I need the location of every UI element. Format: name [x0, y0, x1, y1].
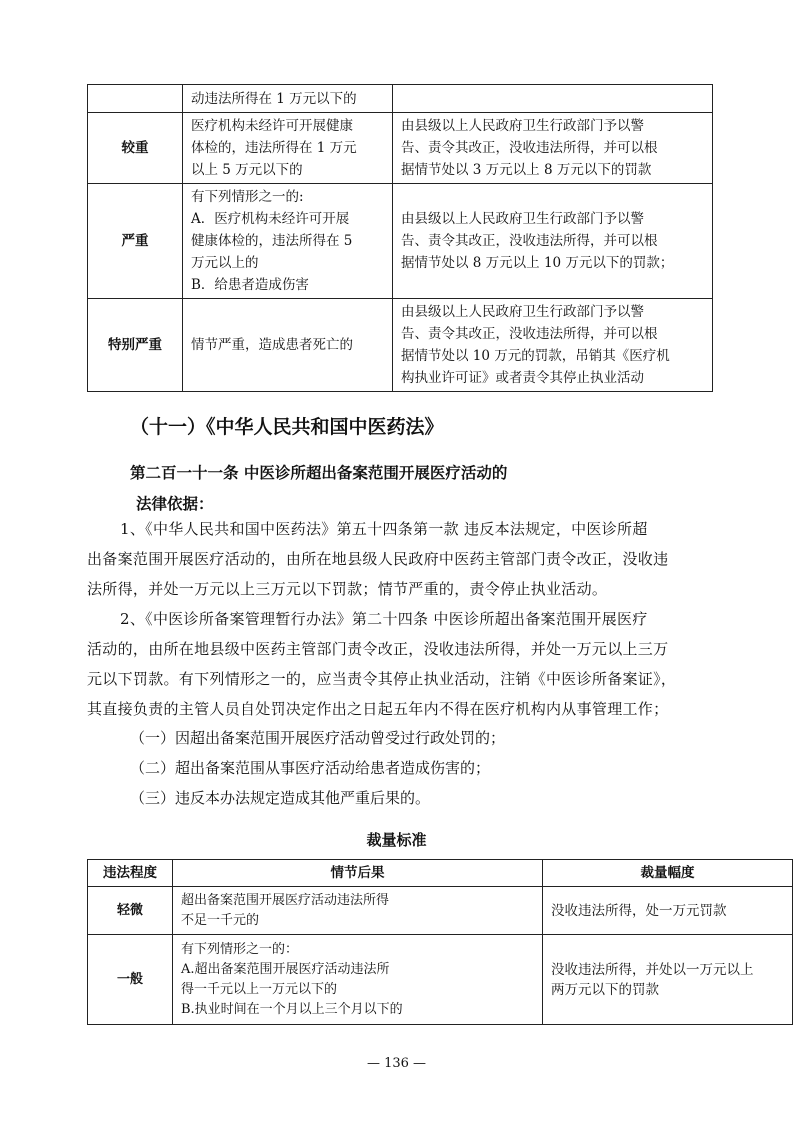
legal-basis-paragraph-1 [87, 514, 712, 604]
header-circumstance: 情节后果 [173, 860, 543, 887]
sub-item-1: （一）因超出备案范围开展医疗活动曾受过行政处罚的； [130, 729, 506, 747]
paragraph-line: 1、《中华人民共和国中医药法》第五十四条第一款 违反本法规定，中医诊所超 [120, 520, 648, 538]
cell-line: 健康体检的，违法所得在 5 [191, 233, 353, 249]
cell-line: B.执业时间在一个月以上三个月以下的 [181, 1001, 403, 1017]
table-row [88, 184, 713, 299]
article-title: 第二百一十一条 中医诊所超出备案范围开展医疗活动的 [130, 464, 508, 482]
discretion-standard-table [87, 859, 793, 1025]
penalty-table-body [88, 85, 713, 392]
penalty-cell [393, 113, 713, 184]
circumstance-cell [173, 887, 543, 935]
sub-item-2: （二）超出备案范围从事医疗活动给患者造成伤害的； [130, 759, 491, 777]
cell-line: 情节严重，造成患者死亡的 [191, 337, 353, 353]
cell-line: 由县级以上人民政府卫生行政部门予以警 [401, 118, 644, 134]
penalty-table-continued [87, 84, 713, 392]
standard-table-body [88, 887, 793, 1025]
penalty-cell [393, 85, 713, 113]
paragraph-line: 元以下罚款。有下列情形之一的，应当责令其停止执业活动，注销《中医诊所备案证》， [87, 670, 677, 688]
paragraph-line: 活动的，由所在地县级中医药主管部门责令改正，没收违法所得，并处一万元以上三万 [87, 640, 669, 658]
table-row [88, 887, 793, 935]
cell-line: 万元以上的 [191, 255, 259, 271]
circumstance-cell [183, 299, 393, 392]
paragraph-line: 法所得，并处一万元以上三万元以下罚款；情节严重的，责令停止执业活动。 [87, 580, 608, 598]
cell-line: 据情节处以 3 万元以上 8 万元以下的罚款 [401, 162, 652, 178]
cell-line: 有下列情形之一的： [181, 941, 299, 957]
legal-basis-paragraph-2 [87, 604, 712, 724]
violation-level: 一般 [88, 935, 173, 1025]
cell-line: 医疗机构未经许可开展健康 [191, 118, 353, 134]
table-row [88, 85, 713, 113]
cell-line: 由县级以上人民政府卫生行政部门予以警 [401, 304, 644, 320]
sub-item-3: （三）违反本办法规定造成其他严重后果的。 [130, 789, 431, 807]
cell-line: 体检的，违法所得在 1 万元 [191, 140, 357, 156]
cell-line: 没收违法所得，并处以一万元以上 [551, 961, 754, 978]
penalty-cell [543, 935, 793, 1025]
cell-line: 告、责令其改正，没收违法所得，并可以根 [401, 140, 658, 156]
violation-level: 较重 [88, 113, 183, 184]
cell-line: 告、责令其改正，没收违法所得，并可以根 [401, 326, 658, 342]
violation-level: 轻微 [88, 887, 173, 935]
cell-line: 超出备案范围开展医疗活动违法所得 [181, 892, 390, 908]
violation-level: 特别严重 [88, 299, 183, 392]
cell-line: 由县级以上人民政府卫生行政部门予以警 [401, 211, 644, 227]
penalty-cell [393, 299, 713, 392]
cell-line: 据情节处以 8 万元以上 10 万元以下的罚款； [401, 255, 674, 271]
cell-line: 以上 5 万元以下的 [191, 162, 303, 178]
cell-line: 两万元以下的罚款 [551, 981, 659, 998]
header-discretion-range: 裁量幅度 [543, 860, 793, 887]
header-violation-degree: 违法程度 [88, 860, 173, 887]
table-header-row [88, 860, 793, 887]
violation-level [88, 85, 183, 113]
violation-level: 严重 [88, 184, 183, 299]
circumstance-cell [173, 935, 543, 1025]
circumstance-cell [183, 184, 393, 299]
circumstance-cell [183, 85, 393, 113]
cell-line: A.超出备案范围开展医疗活动违法所 [181, 961, 390, 977]
cell-line: 告、责令其改正，没收违法所得，并可以根 [401, 233, 658, 249]
cell-line: B．给患者造成伤害 [191, 277, 309, 293]
legal-basis-label: 法律依据： [136, 495, 214, 513]
page-number: — 136 — [366, 1056, 427, 1071]
cell-line: 构执业许可证》或者责令其停止执业活动 [401, 370, 644, 386]
cell-line: 不足一千元的 [181, 912, 260, 928]
paragraph-line: 2、《中医诊所备案管理暂行办法》第二十四条 中医诊所超出备案范围开展医疗 [120, 610, 648, 628]
penalty-cell [393, 184, 713, 299]
section-title: （十一）《中华人民共和国中医药法》 [130, 416, 444, 438]
cell-line: A．医疗机构未经许可开展 [191, 211, 350, 227]
cell-line: 没收违法所得，处一万元罚款 [551, 902, 727, 919]
table-row [88, 299, 713, 392]
cell-line: 得一千元以上一万元以下的 [181, 981, 338, 997]
paragraph-line: 出备案范围开展医疗活动的，由所在地县级人民政府中医药主管部门责令改正，没收违 [87, 550, 669, 568]
penalty-cell [543, 887, 793, 935]
standard-title: 裁量标准 [366, 831, 427, 849]
paragraph-line: 其直接负责的主管人员自处罚决定作出之日起五年内不得在医疗机构内从事管理工作； [87, 700, 669, 718]
table-row [88, 113, 713, 184]
table-row [88, 935, 793, 1025]
circumstance-cell [183, 113, 393, 184]
cell-line: 动违法所得在 1 万元以下的 [191, 90, 357, 107]
cell-line: 据情节处以 10 万元的罚款，吊销其《医疗机 [401, 348, 670, 364]
cell-line: 有下列情形之一的: [191, 189, 304, 205]
